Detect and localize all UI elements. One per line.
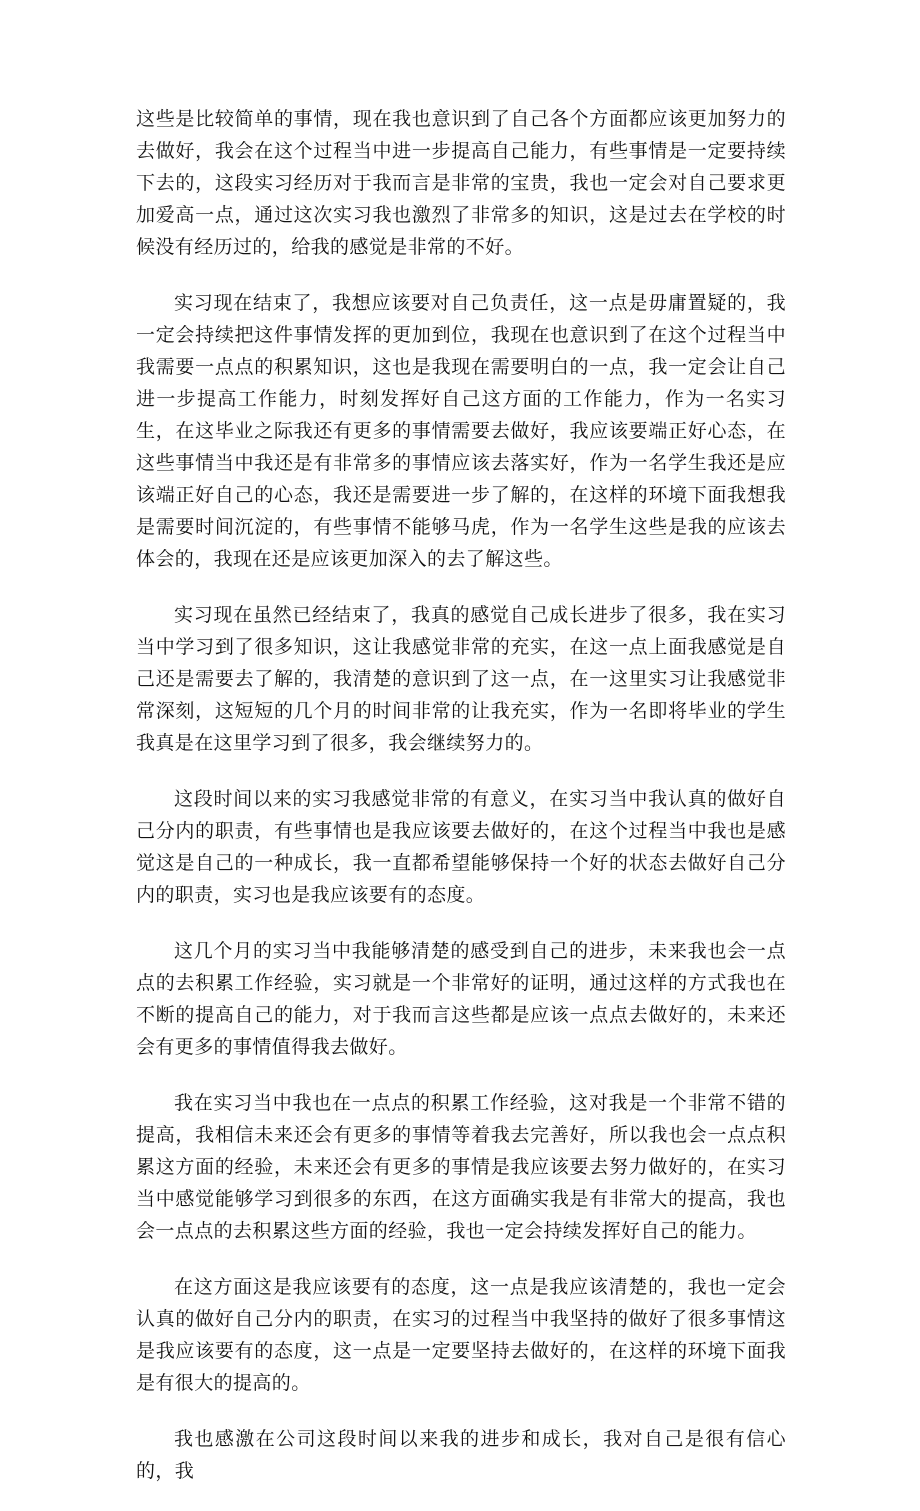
paragraph-6: 我在实习当中我也在一点点的积累工作经验，这对我是一个非常不错的提高，我相信未来还会有更多的事情等着我去完善好，所以我也会一点点积累这方面的经验，未来还会有更多的事情是我应该要去努力做好的，在实习当中感觉能够学习到很多的东西，在这方面确实我是有非常大的提高，我也会一点点的去积累这些方面的经验，我也一定会持续发挥好自己的能力。: [136, 1092, 786, 1242]
paragraph-4: 这段时间以来的实习我感觉非常的有意义，在实习当中我认真的做好自己分内的职责，有些事情也是我应该要去做好的，在这个过程当中我也是感觉这是自己的一种成长，我一直都希望能够保持一个好的状态去做好自己分内的职责，实习也是我应该要有的态度。: [136, 788, 786, 906]
paragraph-2: 实习现在结束了，我想应该要对自己负责任，这一点是毋庸置疑的，我一定会持续把这件事情发挥的更加到位，我现在也意识到了在这个过程当中我需要一点点的积累知识，这也是我现在需要明白的一点，我一定会让自己进一步提高工作能力，时刻发挥好自己这方面的工作能力，作为一名实习生，在这毕业之际我还有更多的事情需要去做好，我应该要端正好心态，在这些事情当中我还是有非常多的事情应该去落实好，作为一名学生我还是应该端正好自己的心态，我还是需要进一步了解的，在这样的环境下面我想我是需要时间沉淀的，有些事情不能够马虎，作为一名学生这些是我的应该去体会的，我现在还是应该更加深入的去了解这些。: [136, 292, 786, 570]
paragraph-7: 在这方面这是我应该要有的态度，这一点是我应该清楚的，我也一定会认真的做好自己分内的职责，在实习的过程当中我坚持的做好了很多事情这是我应该要有的态度，这一点是一定要坚持去做好的，在这样的环境下面我是有很大的提高的。: [136, 1276, 786, 1394]
paragraph-5: 这几个月的实习当中我能够清楚的感受到自己的进步，未来我也会一点点的去积累工作经验，实习就是一个非常好的证明，通过这样的方式我也在不断的提高自己的能力，对于我而言这些都是应该一点点去做好的，未来还会有更多的事情值得我去做好。: [136, 940, 786, 1058]
paragraph-3: 实习现在虽然已经结束了，我真的感觉自己成长进步了很多，我在实习当中学习到了很多知识，这让我感觉非常的充实，在这一点上面我感觉是自己还是需要去了解的，我清楚的意识到了这一点，在一这里实习让我感觉非常深刻，这短短的几个月的时间非常的让我充实，作为一名即将毕业的学生我真是在这里学习到了很多，我会继续努力的。: [136, 604, 786, 754]
document-body: [136, 103, 786, 1511]
paragraph-8: 我也感激在公司这段时间以来我的进步和成长，我对自己是很有信心的，我: [136, 1428, 786, 1482]
paragraph-1: 这些是比较简单的事情，现在我也意识到了自己各个方面都应该更加努力的去做好，我会在这个过程当中进一步提高自己能力，有些事情是一定要持续下去的，这段实习经历对于我而言是非常的宝贵，我也一定会对自己要求更加爱高一点，通过这次实习我也激烈了非常多的知识，这是过去在学校的时候没有经历过的，给我的感觉是非常的不好。: [136, 108, 786, 258]
